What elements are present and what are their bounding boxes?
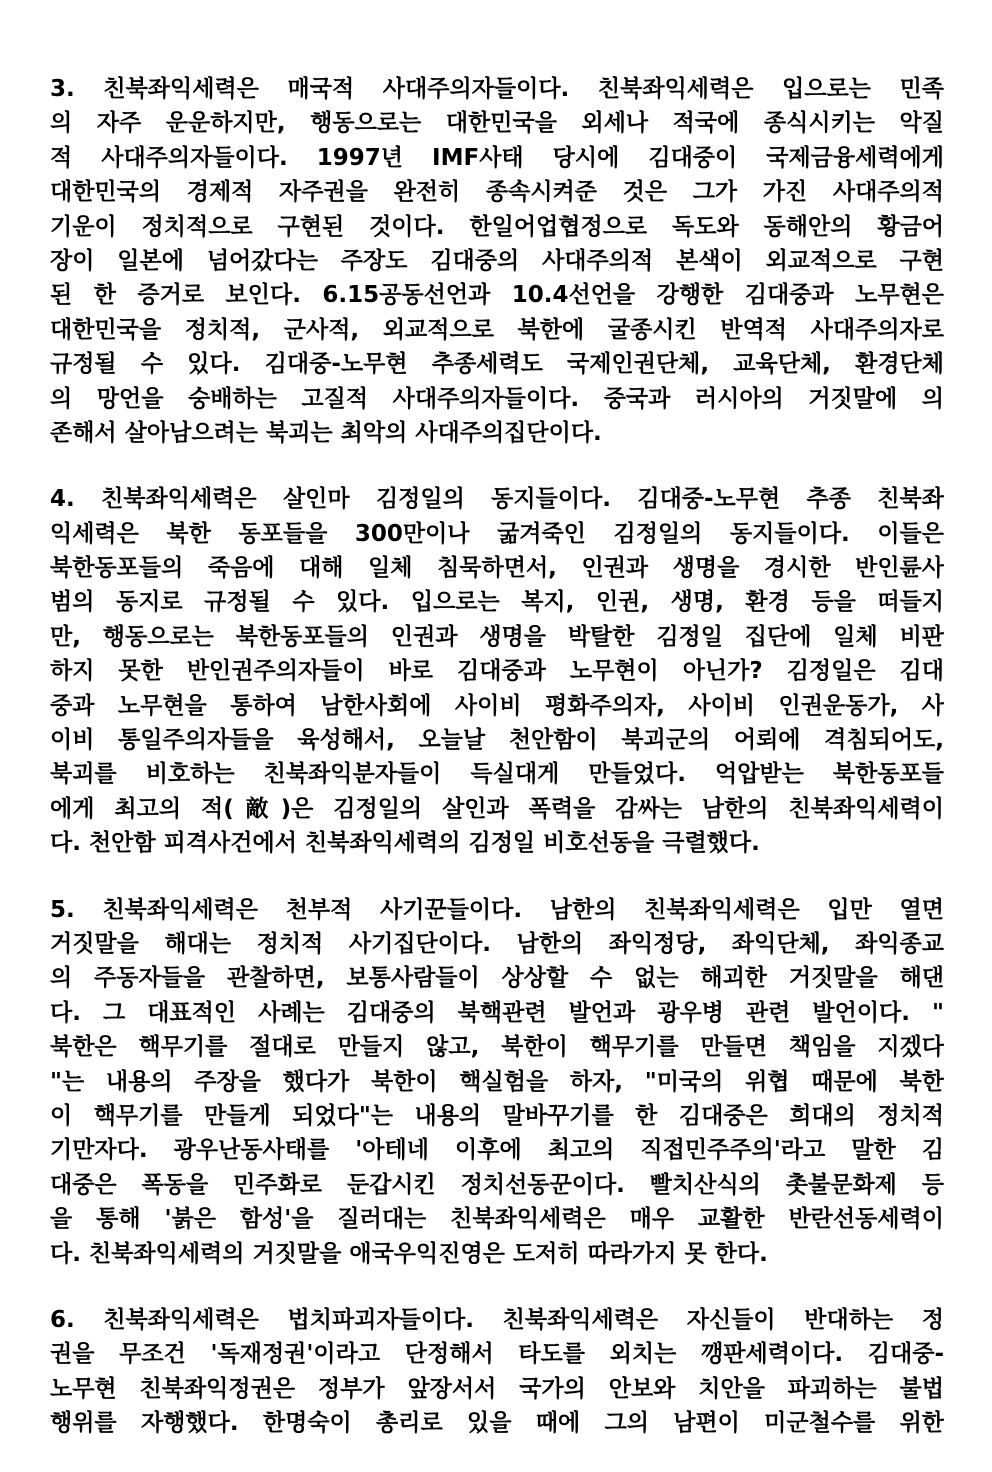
paragraph-5 [50, 893, 944, 1271]
text-line: 3. 친북좌익세력은 매국적 사대주의자들이다. 친북좌익세력은 입으로는 민족 [50, 76, 944, 102]
text-line: 6. 친북좌익세력은 법치파괴자들이다. 친북좌익세력은 자신들이 반대하는 정 [50, 1306, 944, 1333]
text-line: 대중은 폭동을 민주화로 둔갑시킨 정치선동꾼이다. 빨치산식의 촛불문화제 등 [50, 1171, 944, 1198]
text-line: 북괴를 비호하는 친북좌익분자들이 득실대게 만들었다. 억압받는 북한동포들 [50, 761, 944, 788]
text-line: 4. 친북좌익세력은 살인마 김정일의 동지들이다. 김대중-노무현 추종 친북좌 [50, 486, 944, 513]
text-line: 의 망언을 숭배하는 고질적 사대주의자들이다. 중국과 러시아의 거짓말에 의 [50, 385, 944, 412]
text-line: 권을 무조건 '독재정권'이라고 단정해서 타도를 외치는 깽판세력이다. 김대중- [50, 1341, 944, 1368]
text-line: 익세력은 북한 동포들을 300만이나 굶겨죽인 김정일의 동지들이다. 이들은 [50, 520, 944, 547]
text-line: 존해서 살아남으려는 북괴는 최악의 사대주의집단이다. [50, 419, 602, 446]
text-line: 다. 그 대표적인 사례는 김대중의 북핵관련 발언과 광우병 관련 발언이다. " [50, 999, 944, 1026]
text-line: 북한은 핵무기를 절대로 만들지 않고, 북한이 핵무기를 만들면 책임을 지겠다 [50, 1034, 944, 1061]
text-line: 이 핵무기를 만들게 되었다"는 내용의 말바꾸기를 한 김대중은 희대의 정치적 [50, 1102, 944, 1129]
paragraph-4 [50, 482, 944, 860]
document-page [50, 72, 944, 1472]
text-line: 범의 동지로 규정될 수 있다. 입으로는 복지, 인권, 생명, 환경 등을 떠들지 [50, 589, 944, 616]
text-line: 행위를 자행했다. 한명숙이 총리로 있을 때에 그의 남편이 미군철수를 위한 [50, 1410, 944, 1437]
text-line: 이비 통일주의자들을 육성해서, 오늘날 천안함이 북괴군의 어뢰에 격침되어도, [50, 727, 944, 754]
text-line: 의 주동자들을 관찰하면, 보통사람들이 상상할 수 없는 해괴한 거짓말을 해댄 [50, 965, 944, 992]
text-line: 장이 일본에 넘어갔다는 주장도 김대중의 사대주의적 본색이 외교적으로 구현 [50, 247, 944, 274]
text-line: 5. 친북좌익세력은 천부적 사기꾼들이다. 남한의 친북좌익세력은 입만 열면 [50, 896, 944, 923]
text-line: 을 통해 '붉은 함성'을 질러대는 친북좌익세력은 매우 교활한 반란선동세력이 [50, 1206, 944, 1233]
text-line: 의 자주 운운하지만, 행동으로는 대한민국을 외세나 적국에 종식시키는 악질 [50, 110, 944, 137]
text-line: 규정될 수 있다. 김대중-노무현 추종세력도 국제인권단체, 교육단체, 환경단체 [50, 351, 944, 378]
text-line: 기운이 정치적으로 구현된 것이다. 한일어업협정으로 독도와 동해안의 황금어 [50, 213, 944, 240]
text-line: 적 사대주의자들이다. 1997년 IMF사태 당시에 김대중이 국제금융세력에게 [50, 144, 944, 171]
text-line: 거짓말을 해대는 정치적 사기집단이다. 남한의 좌익정당, 좌익단체, 좌익종교 [50, 930, 944, 957]
text-line: 다. 친북좌익세력의 거짓말을 애국우익진영은 도저히 따라가지 못 한다. [50, 1240, 768, 1267]
text-line: 노무현 친북좌익정권은 정부가 앞장서서 국가의 안보와 치안을 파괴하는 불법 [50, 1375, 944, 1402]
text-line: 대한민국의 경제적 자주권을 완전히 종속시켜준 것은 그가 가진 사대주의적 [50, 179, 944, 206]
text-line: 기만자다. 광우난동사태를 '아테네 이후에 최고의 직접민주주의'라고 말한 김 [50, 1137, 944, 1164]
text-line: 대한민국을 정치적, 군사적, 외교적으로 북한에 굴종시킨 반역적 사대주의자로 [50, 316, 944, 343]
text-line: 중과 노무현을 통하여 남한사회에 사이비 평화주의자, 사이비 인권운동가, 사 [50, 692, 944, 719]
paragraph-3 [50, 72, 944, 450]
text-line: 된 한 증거로 보인다. 6.15공동선언과 10.4선언을 강행한 김대중과 노무현은 [50, 282, 944, 309]
text-line: 에게 최고의 적(敵)은 김정일의 살인과 폭력을 감싸는 남한의 친북좌익세력이 [50, 795, 944, 822]
text-line: 만, 행동으로는 북한동포들의 인권과 생명을 박탈한 김정일 집단에 일체 비판 [50, 623, 944, 650]
paragraph-6 [50, 1303, 944, 1441]
text-line: "는 내용의 주장을 했다가 북한이 핵실험을 하자, "미국의 위협 때문에 북한 [50, 1068, 944, 1095]
text-line: 다. 천안함 피격사건에서 친북좌익세력의 김정일 비호선동을 극렬했다. [50, 830, 760, 857]
text-line: 북한동포들의 죽음에 대해 일체 침묵하면서, 인권과 생명을 경시한 반인륜사 [50, 555, 944, 582]
text-line: 하지 못한 반인권주의자들이 바로 김대중과 노무현이 아닌가? 김정일은 김대 [50, 658, 944, 685]
